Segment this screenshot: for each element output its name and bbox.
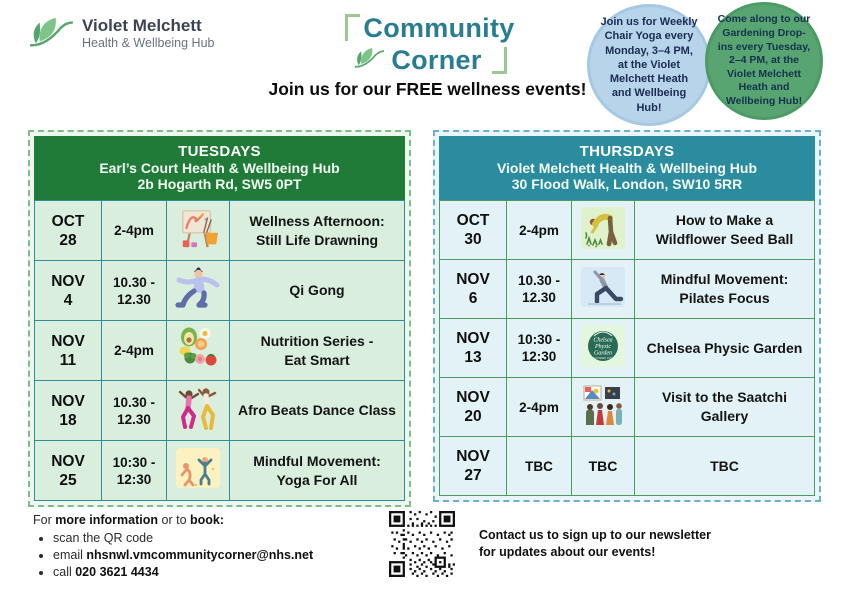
event-title: Wellness Afternoon: Still Life Drawning — [230, 201, 405, 261]
event-time: 10:30 - 12:30 — [507, 319, 572, 378]
thursday-address: 30 Flood Walk, London, SW10 5RR — [511, 176, 743, 192]
yoga-icon — [167, 441, 230, 501]
booking-info — [33, 513, 313, 582]
event-time: 2-4pm — [507, 201, 572, 260]
event-date: NOV 6 — [440, 260, 507, 319]
page-title — [295, 13, 565, 77]
email-address: nhsnwl.vmcommunitycorner@nhs.net — [86, 548, 314, 562]
svg-text:Physic: Physic — [595, 343, 611, 350]
bracket-top-left — [345, 14, 360, 41]
event-date: NOV 18 — [35, 381, 102, 441]
table-row — [35, 321, 405, 381]
table-row — [440, 260, 815, 319]
event-time: 10.30 - 12.30 — [102, 261, 167, 321]
thursday-header — [439, 136, 815, 200]
healthy-food-icon — [167, 321, 230, 381]
table-row — [440, 437, 815, 496]
chelsea-physic-garden-logo — [572, 319, 635, 378]
event-title: How to Make a Wildflower Seed Ball — [635, 201, 815, 260]
event-title: TBC — [635, 437, 815, 496]
svg-text:Chelsea: Chelsea — [593, 337, 613, 343]
event-title: Visit to the Saatchi Gallery — [635, 378, 815, 437]
logo — [28, 12, 214, 55]
booking-bullet-email: • email nhsnwl.vmcommunitycorner@nhs.net — [53, 548, 313, 562]
leaf-logo-icon — [28, 12, 74, 55]
leaf-title-icon — [353, 44, 385, 77]
gardening-bubble: Come along to our Gardening Drop-ins every Tuesday, 2–4 PM, at the Violet Melchett Heath and Wellbeing Hub! — [705, 2, 823, 120]
table-row — [440, 201, 815, 260]
event-time: 10.30 - 12.30 — [507, 260, 572, 319]
event-time: 10.30 - 12.30 — [102, 381, 167, 441]
tuesday-address: 2b Hogarth Rd, SW5 0PT — [137, 176, 302, 192]
chair-yoga-bubble: Join us for Weekly Chair Yoga every Monday, 3–4 PM, at the Violet Melchett Heath and Wellbeing Hub! — [587, 4, 711, 126]
event-title: Afro Beats Dance Class — [230, 381, 405, 441]
event-time: TBC — [507, 437, 572, 496]
pilates-icon — [572, 260, 635, 319]
table-row — [440, 319, 815, 378]
logo-name: Violet Melchett — [82, 16, 202, 35]
dancers-icon — [167, 381, 230, 441]
event-date: NOV 4 — [35, 261, 102, 321]
thursday-venue: Violet Melchett Health & Wellbeing Hub — [496, 160, 758, 176]
tbc-placeholder: TBC — [572, 437, 635, 496]
event-title: Nutrition Series - Eat Smart — [230, 321, 405, 381]
event-time: 2-4pm — [507, 378, 572, 437]
tuesday-schedule-table — [34, 200, 405, 501]
event-date: NOV 25 — [35, 441, 102, 501]
event-time: 2-4pm — [102, 201, 167, 261]
event-date: NOV 27 — [440, 437, 507, 496]
booking-bullet-phone: • call 020 3621 4434 — [53, 565, 313, 579]
event-title: Qi Gong — [230, 261, 405, 321]
qr-code — [389, 511, 455, 577]
art-easel-icon — [167, 201, 230, 261]
tuesday-venue: Earl’s Court Health & Wellbeing Hub — [99, 160, 340, 176]
title-word-1: Community — [363, 13, 515, 43]
event-title: Mindful Movement: Pilates Focus — [635, 260, 815, 319]
table-row — [35, 381, 405, 441]
tuesday-header — [34, 136, 405, 200]
event-time: 2-4pm — [102, 321, 167, 381]
thursday-schedule-table — [439, 200, 815, 496]
booking-info-heading: For more information or to book: — [33, 513, 225, 527]
event-date: OCT 28 — [35, 201, 102, 261]
qi-gong-icon — [167, 261, 230, 321]
booking-bullet-qr: • scan the QR code — [53, 531, 313, 545]
event-title: Mindful Movement: Yoga For All — [230, 441, 405, 501]
event-time: 10:30 - 12:30 — [102, 441, 167, 501]
phone-number: 020 3621 4434 — [75, 565, 159, 579]
event-date: NOV 11 — [35, 321, 102, 381]
gardening-icon — [572, 201, 635, 260]
tuesday-day-label: TUESDAYS — [178, 143, 261, 160]
thursday-schedule — [433, 130, 821, 502]
thursday-day-label: THURSDAYS — [579, 143, 675, 160]
svg-text:FOUNDED 1673: FOUNDED 1673 — [593, 356, 613, 360]
table-row — [35, 261, 405, 321]
newsletter-note: Contact us to sign up to our newsletter for updates about our events! — [479, 528, 711, 559]
tagline: Join us for our FREE wellness events! — [268, 79, 587, 99]
event-date: OCT 30 — [440, 201, 507, 260]
event-date: NOV 20 — [440, 378, 507, 437]
table-row — [35, 441, 405, 501]
gallery-icon — [572, 378, 635, 437]
svg-text:Garden: Garden — [593, 350, 613, 356]
logo-tagline: Health & Wellbeing Hub — [82, 36, 215, 50]
event-title: Chelsea Physic Garden — [635, 319, 815, 378]
title-word-2: Corner — [391, 45, 482, 75]
table-row — [440, 378, 815, 437]
event-date: NOV 13 — [440, 319, 507, 378]
bracket-bottom-right — [492, 47, 507, 74]
tuesday-schedule — [28, 130, 411, 507]
table-row — [35, 201, 405, 261]
